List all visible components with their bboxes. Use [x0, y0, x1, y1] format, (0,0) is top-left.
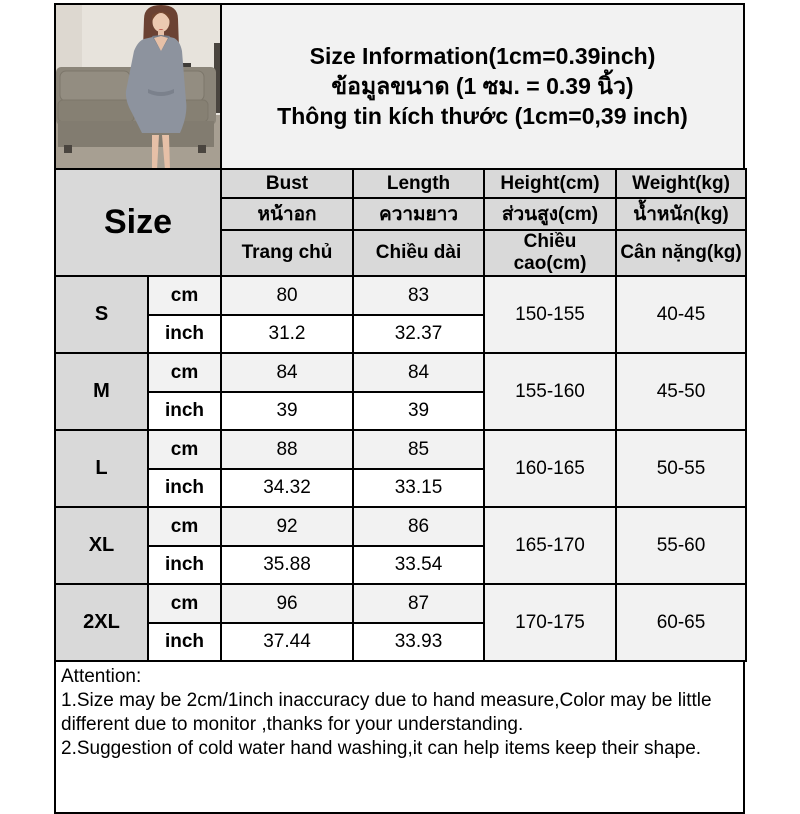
length-cm-value: 85: [353, 430, 484, 469]
unit-cm: cm: [148, 584, 221, 623]
unit-cm: cm: [148, 353, 221, 392]
size-label-xl: XL: [55, 507, 148, 584]
unit-cm: cm: [148, 507, 221, 546]
size-label-s: S: [55, 276, 148, 353]
col-head-weight-en: Weight(kg): [616, 169, 746, 198]
length-cm-value: 86: [353, 507, 484, 546]
title-thai: ข้อมูลขนาด (1 ซม. = 0.39 นิ้ว): [331, 73, 634, 99]
length-inch-value: 33.15: [353, 469, 484, 507]
bust-cm-value: 88: [221, 430, 353, 469]
header-row-english: [55, 169, 746, 198]
bust-inch-value: 39: [221, 392, 353, 430]
length-inch-value: 32.37: [353, 315, 484, 353]
row-m-cm: [55, 353, 746, 392]
bust-cm-value: 84: [221, 353, 353, 392]
height-range: 165-170: [484, 507, 616, 584]
col-head-weight-vi: Cân nặng(kg): [616, 230, 746, 276]
size-chart-sheet: [54, 3, 745, 814]
bust-inch-value: 37.44: [221, 623, 353, 661]
weight-range: 40-45: [616, 276, 746, 353]
bust-inch-value: 31.2: [221, 315, 353, 353]
attention-note-2: 2.Suggestion of cold water hand washing,it can help items keep their shape.: [61, 738, 702, 759]
title-block: [222, 5, 743, 168]
height-range: 170-175: [484, 584, 616, 661]
unit-cm: cm: [148, 276, 221, 315]
size-label-l: L: [55, 430, 148, 507]
weight-range: 60-65: [616, 584, 746, 661]
model-photo-illustration: [56, 5, 220, 168]
col-head-length-th: ความยาว: [353, 198, 484, 230]
col-head-weight-th: น้ำหนัก(kg): [616, 198, 746, 230]
title-english: Size Information(1cm=0.39inch): [309, 43, 656, 69]
col-head-length-en: Length: [353, 169, 484, 198]
col-head-bust-en: Bust: [221, 169, 353, 198]
col-head-height-en: Height(cm): [484, 169, 616, 198]
size-corner-cell: Size: [55, 169, 221, 276]
attention-note-1: 1.Size may be 2cm/1inch inaccuracy due to hand measure,Color may be little different due to monitor ,thanks for your understanding.: [61, 690, 712, 735]
weight-range: 55-60: [616, 507, 746, 584]
bust-cm-value: 80: [221, 276, 353, 315]
length-inch-value: 33.93: [353, 623, 484, 661]
unit-inch: inch: [148, 392, 221, 430]
unit-inch: inch: [148, 469, 221, 507]
length-inch-value: 39: [353, 392, 484, 430]
col-head-bust-vi: Trang chủ: [221, 230, 353, 276]
bust-inch-value: 35.88: [221, 546, 353, 584]
unit-inch: inch: [148, 623, 221, 661]
row-l-cm: [55, 430, 746, 469]
length-cm-value: 84: [353, 353, 484, 392]
bust-inch-value: 34.32: [221, 469, 353, 507]
row-xl-cm: [55, 507, 746, 546]
size-label-m: M: [55, 353, 148, 430]
weight-range: 45-50: [616, 353, 746, 430]
size-label-2xl: 2XL: [55, 584, 148, 661]
height-range: 160-165: [484, 430, 616, 507]
product-photo: [56, 5, 222, 168]
attention-section: [54, 660, 745, 814]
unit-cm: cm: [148, 430, 221, 469]
col-head-bust-th: หน้าอก: [221, 198, 353, 230]
bust-cm-value: 92: [221, 507, 353, 546]
bust-cm-value: 96: [221, 584, 353, 623]
unit-inch: inch: [148, 546, 221, 584]
length-cm-value: 83: [353, 276, 484, 315]
title-vietnamese: Thông tin kích thước (1cm=0,39 inch): [277, 103, 688, 129]
size-table: [54, 168, 747, 662]
height-range: 150-155: [484, 276, 616, 353]
col-head-length-vi: Chiều dài: [353, 230, 484, 276]
attention-heading: Attention:: [61, 666, 142, 687]
length-cm-value: 87: [353, 584, 484, 623]
col-head-height-th: ส่วนสูง(cm): [484, 198, 616, 230]
height-range: 155-160: [484, 353, 616, 430]
col-head-height-vi: Chiều cao(cm): [484, 230, 616, 276]
row-2xl-cm: [55, 584, 746, 623]
unit-inch: inch: [148, 315, 221, 353]
row-s-cm: [55, 276, 746, 315]
length-inch-value: 33.54: [353, 546, 484, 584]
header-section: [54, 3, 745, 170]
weight-range: 50-55: [616, 430, 746, 507]
